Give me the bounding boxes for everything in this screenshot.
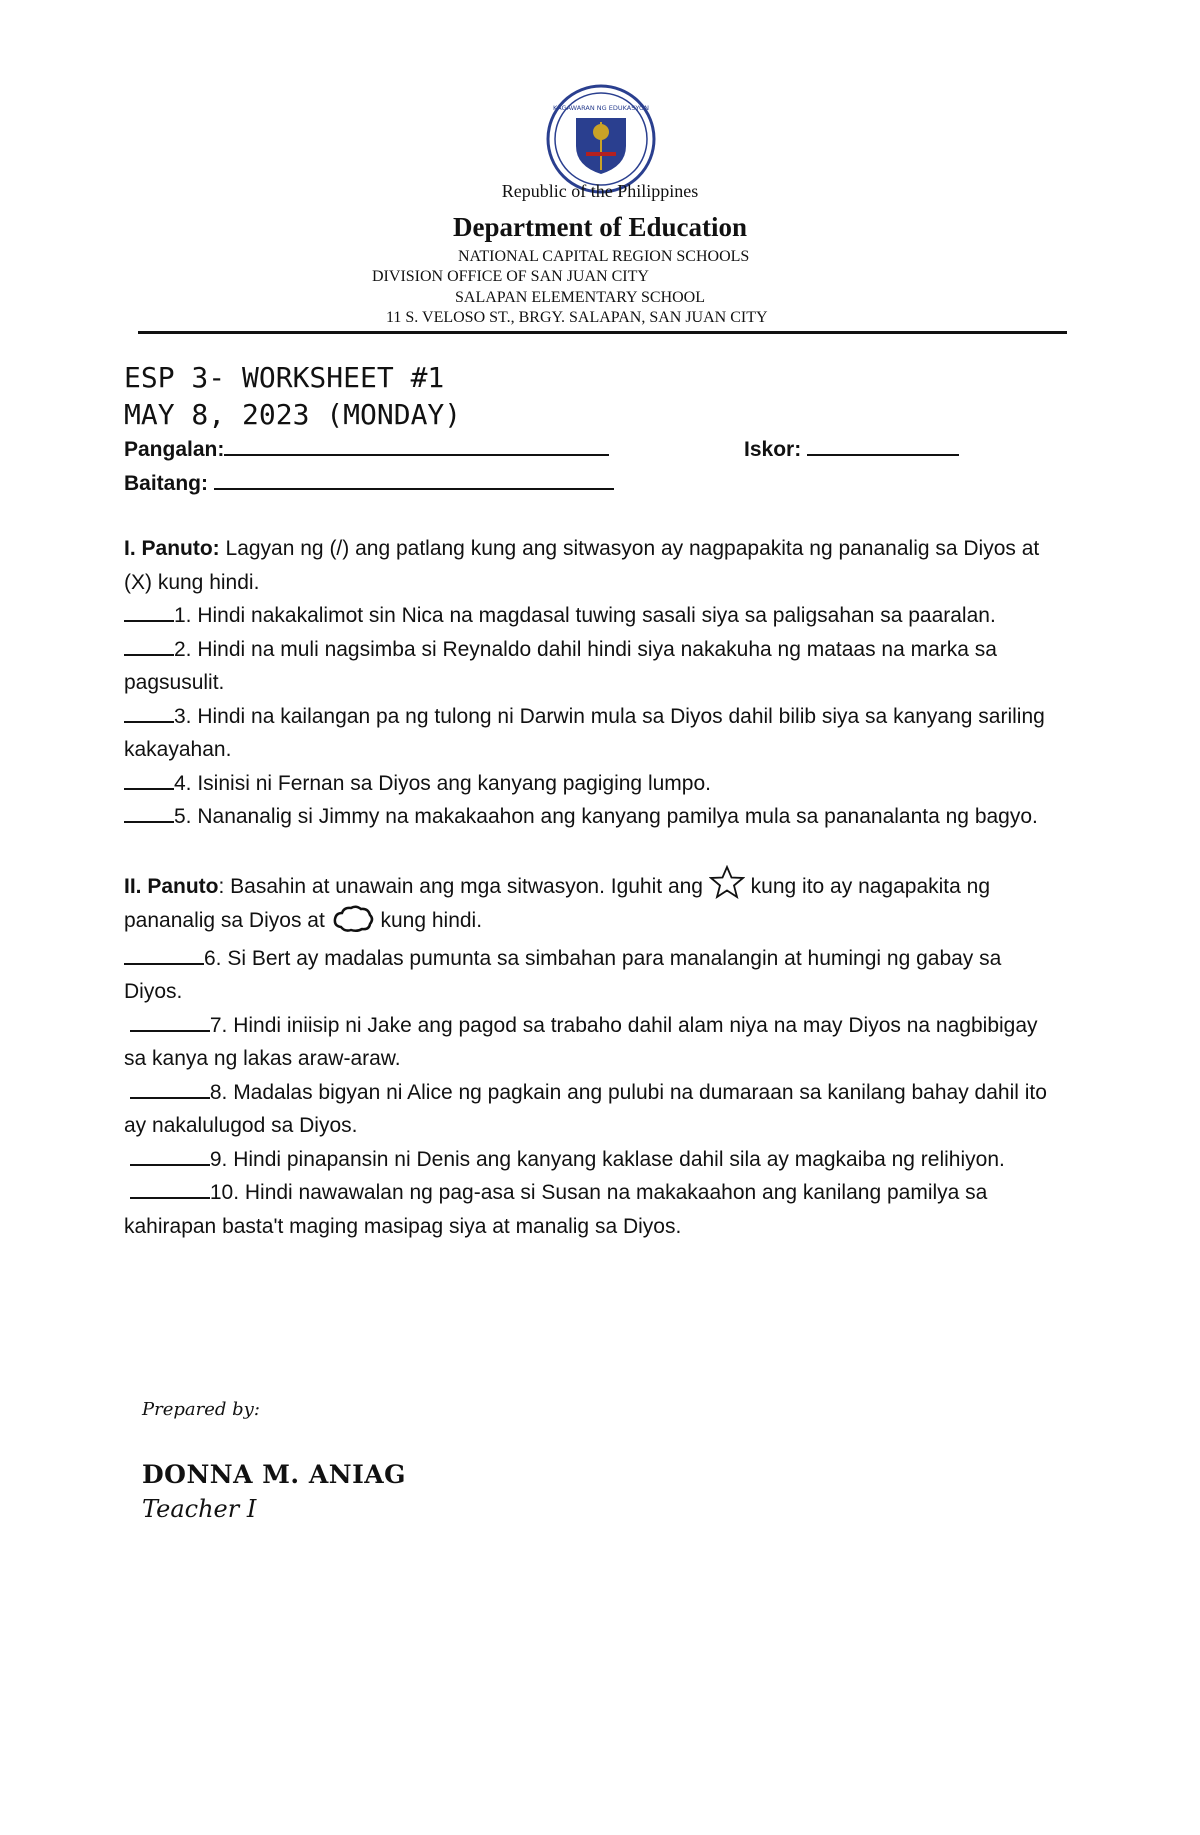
list-item	[124, 599, 1064, 633]
part2-heading: II. Panuto	[124, 874, 219, 898]
worksheet-body	[124, 532, 1064, 1243]
answer-blank[interactable]	[130, 1081, 210, 1099]
answer-blank[interactable]	[124, 705, 174, 723]
list-item	[124, 767, 1064, 801]
grade-label: Baitang:	[124, 472, 208, 495]
list-item	[124, 633, 1064, 700]
score-field[interactable]	[744, 438, 959, 462]
answer-blank[interactable]	[124, 772, 174, 790]
part2-instruction-c: kung hindi.	[380, 909, 483, 932]
item-text: 5. Nananalig si Jimmy na makakaahon ang kanyang pamilya mula sa pananalanta ng bagyo.	[174, 805, 1038, 828]
answer-blank[interactable]	[124, 604, 174, 622]
answer-blank[interactable]	[130, 1148, 210, 1166]
answer-blank[interactable]	[124, 947, 204, 965]
grade-blank[interactable]	[214, 472, 614, 490]
cloud-outline-icon	[331, 903, 375, 933]
teacher-title: Teacher I	[142, 1495, 257, 1523]
answer-blank[interactable]	[124, 805, 174, 823]
deped-seal-logo	[546, 84, 656, 194]
part1-instruction-text: Lagyan ng (/) ang patlang kung ang sitwasyon ay nagpapakita ng pananalig sa Diyos at (X) kung hindi.	[124, 537, 1040, 594]
part2-instruction-a: : Basahin at unawain ang mga sitwasyon. Iguhit ang	[218, 874, 703, 898]
school-name: SALAPAN ELEMENTARY SCHOOL	[455, 289, 705, 306]
region-text: NATIONAL CAPITAL REGION SCHOOLS	[458, 248, 750, 265]
list-item	[124, 1009, 1064, 1076]
list-item	[124, 942, 1064, 1009]
republic-text: Republic of the Philippines	[501, 181, 699, 201]
grade-field[interactable]	[124, 472, 614, 496]
teacher-name: DONNA M. ANIAG	[142, 1460, 407, 1489]
list-item	[124, 1176, 1064, 1243]
item-text: 7. Hindi iniisip ni Jake ang pagod sa trabaho dahil alam niya na may Diyos na nagbibigay sa kanya ng lakas araw-araw.	[124, 1013, 1038, 1070]
list-item	[124, 800, 1064, 834]
worksheet-title: ESP 3- WORKSHEET #1	[124, 361, 445, 394]
score-blank[interactable]	[807, 438, 959, 456]
part1-instruction	[124, 532, 1064, 599]
star-outline-icon	[709, 865, 745, 899]
name-blank[interactable]	[224, 438, 609, 456]
name-label: Pangalan:	[124, 438, 225, 461]
name-field[interactable]	[124, 438, 609, 462]
department-name: Department of Education	[453, 212, 747, 242]
item-text: 3. Hindi na kailangan pa ng tulong ni Darwin mula sa Diyos dahil bilib siya sa kanyang sariling kakayahan.	[124, 704, 1045, 761]
part1-heading: I. Panuto:	[124, 537, 220, 560]
item-text: 10. Hindi nawawalan ng pag-asa si Susan na makakaahon ang kanilang pamilya sa kahirapan basta't maging masipag siya at manalig sa Diyos.	[124, 1181, 988, 1238]
worksheet-date: MAY 8, 2023 (MONDAY)	[124, 398, 462, 431]
item-text: 2. Hindi na muli nagsimba si Reynaldo dahil hindi siya nakakuha ng mataas na marka sa pagsusulit.	[124, 637, 997, 694]
answer-blank[interactable]	[130, 1181, 210, 1199]
part2-instruction	[124, 865, 1064, 938]
list-item	[124, 700, 1064, 767]
prepared-by-label: Prepared by:	[142, 1399, 260, 1420]
list-item	[124, 1143, 1064, 1177]
item-text: 6. Si Bert ay madalas pumunta sa simbahan para manalangin at humingi ng gabay sa Diyos.	[124, 946, 1002, 1003]
answer-blank[interactable]	[124, 638, 174, 656]
item-text: 8. Madalas bigyan ni Alice ng pagkain ang pulubi na dumaraan sa kanilang bahay dahil ito ay nakalulugod sa Diyos.	[124, 1080, 1047, 1137]
school-address: 11 S. VELOSO ST., BRGY. SALAPAN, SAN JUAN CITY	[386, 309, 768, 326]
item-text: 1. Hindi nakakalimot sin Nica na magdasal tuwing sasali siya sa paligsahan sa paaralan.	[174, 604, 996, 627]
item-text: 4. Isinisi ni Fernan sa Diyos ang kanyang pagiging lumpo.	[174, 771, 711, 795]
item-text: 9. Hindi pinapansin ni Denis ang kanyang kaklase dahil sila ay magkaiba ng relihiyon.	[209, 1147, 1005, 1171]
score-label: Iskor:	[744, 438, 802, 461]
list-item	[124, 1076, 1064, 1143]
division-text: DIVISION OFFICE OF SAN JUAN CITY	[372, 268, 649, 285]
svg-text:KAGAWARAN NG EDUKASYON: KAGAWARAN NG EDUKASYON	[553, 104, 649, 112]
header-divider	[138, 331, 1067, 334]
part2-instruction-b: kung ito ay nagapakita ng pananalig sa Diyos at	[124, 874, 991, 932]
answer-blank[interactable]	[130, 1014, 210, 1032]
